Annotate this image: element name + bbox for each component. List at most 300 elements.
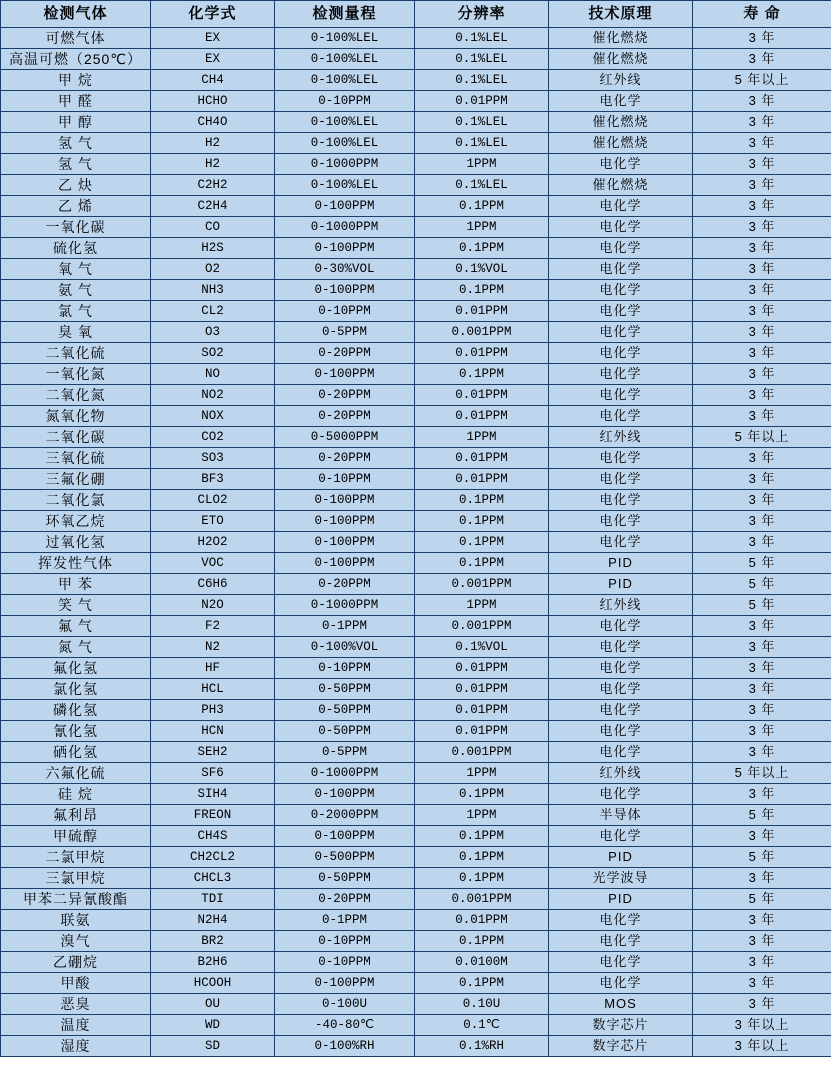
cell-principle: 红外线 xyxy=(549,595,693,616)
cell-life: 5 年 xyxy=(693,805,831,826)
cell-gas: 三氯甲烷 xyxy=(1,868,151,889)
table-row xyxy=(1,469,831,490)
cell-life: 3 年 xyxy=(693,301,831,322)
cell-principle: PID xyxy=(549,553,693,574)
cell-range: 0-100%VOL xyxy=(275,637,415,658)
cell-gas: 磷化氢 xyxy=(1,700,151,721)
cell-range: 0-50PPM xyxy=(275,700,415,721)
cell-resolution: 0.01PPM xyxy=(415,469,549,490)
cell-principle: 电化学 xyxy=(549,931,693,952)
cell-gas: 臭 氧 xyxy=(1,322,151,343)
table-row xyxy=(1,721,831,742)
cell-formula: EX xyxy=(151,28,275,49)
cell-principle: 电化学 xyxy=(549,322,693,343)
table-row xyxy=(1,406,831,427)
table-row xyxy=(1,70,831,91)
cell-formula: CHCL3 xyxy=(151,868,275,889)
column-header-range: 检测量程 xyxy=(275,1,415,28)
cell-range: 0-100PPM xyxy=(275,238,415,259)
cell-resolution: 0.1PPM xyxy=(415,490,549,511)
cell-formula: O2 xyxy=(151,259,275,280)
cell-principle: 电化学 xyxy=(549,616,693,637)
cell-range: 0-100PPM xyxy=(275,490,415,511)
cell-life: 3 年 xyxy=(693,826,831,847)
cell-formula: N2H4 xyxy=(151,910,275,931)
cell-range: 0-1PPM xyxy=(275,616,415,637)
cell-life: 3 年 xyxy=(693,175,831,196)
cell-resolution: 1PPM xyxy=(415,763,549,784)
cell-range: 0-20PPM xyxy=(275,385,415,406)
cell-principle: PID xyxy=(549,847,693,868)
cell-resolution: 0.1%LEL xyxy=(415,70,549,91)
table-row xyxy=(1,994,831,1015)
cell-range: 0-10PPM xyxy=(275,469,415,490)
cell-principle: 电化学 xyxy=(549,532,693,553)
cell-resolution: 0.01PPM xyxy=(415,910,549,931)
cell-formula: CO2 xyxy=(151,427,275,448)
cell-resolution: 1PPM xyxy=(415,805,549,826)
cell-range: 0-50PPM xyxy=(275,721,415,742)
cell-range: 0-1000PPM xyxy=(275,595,415,616)
cell-gas: 氢 气 xyxy=(1,154,151,175)
cell-principle: 催化燃烧 xyxy=(549,133,693,154)
cell-range: 0-100U xyxy=(275,994,415,1015)
cell-gas: 氯 气 xyxy=(1,301,151,322)
cell-resolution: 0.001PPM xyxy=(415,616,549,637)
cell-life: 3 年 xyxy=(693,280,831,301)
cell-formula: C6H6 xyxy=(151,574,275,595)
cell-resolution: 0.1PPM xyxy=(415,868,549,889)
cell-resolution: 0.01PPM xyxy=(415,448,549,469)
cell-formula: BR2 xyxy=(151,931,275,952)
cell-formula: CLO2 xyxy=(151,490,275,511)
cell-gas: 硒化氢 xyxy=(1,742,151,763)
cell-principle: 电化学 xyxy=(549,826,693,847)
cell-principle: 电化学 xyxy=(549,343,693,364)
cell-gas: 二氧化氮 xyxy=(1,385,151,406)
cell-resolution: 0.01PPM xyxy=(415,301,549,322)
cell-formula: OU xyxy=(151,994,275,1015)
cell-principle: 电化学 xyxy=(549,91,693,112)
cell-life: 3 年 xyxy=(693,112,831,133)
cell-principle: 电化学 xyxy=(549,952,693,973)
cell-resolution: 0.1PPM xyxy=(415,280,549,301)
cell-gas: 氢 气 xyxy=(1,133,151,154)
cell-life: 3 年 xyxy=(693,364,831,385)
cell-life: 3 年 xyxy=(693,217,831,238)
table-row xyxy=(1,952,831,973)
cell-formula: VOC xyxy=(151,553,275,574)
cell-range: 0-100%RH xyxy=(275,1036,415,1057)
cell-gas: 氮 气 xyxy=(1,637,151,658)
cell-life: 3 年 xyxy=(693,868,831,889)
table-row xyxy=(1,532,831,553)
cell-range: 0-10PPM xyxy=(275,952,415,973)
cell-range: 0-10PPM xyxy=(275,91,415,112)
table-row xyxy=(1,196,831,217)
cell-formula: SO3 xyxy=(151,448,275,469)
cell-gas: 温度 xyxy=(1,1015,151,1036)
cell-principle: 电化学 xyxy=(549,469,693,490)
cell-formula: CL2 xyxy=(151,301,275,322)
cell-principle: 电化学 xyxy=(549,637,693,658)
cell-resolution: 1PPM xyxy=(415,154,549,175)
table-row xyxy=(1,637,831,658)
table-body xyxy=(1,28,831,1057)
cell-principle: 数字芯片 xyxy=(549,1015,693,1036)
table-row xyxy=(1,826,831,847)
cell-range: 0-100PPM xyxy=(275,553,415,574)
cell-range: 0-20PPM xyxy=(275,574,415,595)
cell-gas: 硅 烷 xyxy=(1,784,151,805)
cell-gas: 甲硫醇 xyxy=(1,826,151,847)
cell-life: 3 年 xyxy=(693,133,831,154)
table-row xyxy=(1,427,831,448)
cell-principle: 半导体 xyxy=(549,805,693,826)
cell-formula: H2 xyxy=(151,154,275,175)
cell-resolution: 1PPM xyxy=(415,217,549,238)
cell-resolution: 0.1PPM xyxy=(415,847,549,868)
cell-gas: 甲苯二异氰酸酯 xyxy=(1,889,151,910)
cell-life: 5 年以上 xyxy=(693,427,831,448)
table-row xyxy=(1,28,831,49)
cell-principle: 电化学 xyxy=(549,742,693,763)
cell-gas: 联氨 xyxy=(1,910,151,931)
cell-formula: HCL xyxy=(151,679,275,700)
table-row xyxy=(1,595,831,616)
cell-gas: 六氟化硫 xyxy=(1,763,151,784)
cell-resolution: 0.01PPM xyxy=(415,385,549,406)
cell-life: 3 年 xyxy=(693,910,831,931)
cell-formula: NH3 xyxy=(151,280,275,301)
cell-resolution: 0.1PPM xyxy=(415,196,549,217)
cell-resolution: 0.1PPM xyxy=(415,553,549,574)
column-header-resolution: 分辨率 xyxy=(415,1,549,28)
cell-range: 0-2000PPM xyxy=(275,805,415,826)
cell-resolution: 0.1%LEL xyxy=(415,49,549,70)
table-row xyxy=(1,217,831,238)
cell-gas: 氯化氢 xyxy=(1,679,151,700)
cell-resolution: 0.1PPM xyxy=(415,511,549,532)
cell-formula: C2H2 xyxy=(151,175,275,196)
cell-resolution: 0.01PPM xyxy=(415,91,549,112)
cell-life: 5 年 xyxy=(693,889,831,910)
table-row xyxy=(1,805,831,826)
cell-life: 5 年以上 xyxy=(693,763,831,784)
cell-formula: H2O2 xyxy=(151,532,275,553)
cell-life: 3 年 xyxy=(693,385,831,406)
table-row xyxy=(1,175,831,196)
cell-formula: HCOOH xyxy=(151,973,275,994)
cell-principle: MOS xyxy=(549,994,693,1015)
table-row xyxy=(1,1036,831,1057)
cell-principle: 电化学 xyxy=(549,490,693,511)
cell-range: 0-1000PPM xyxy=(275,154,415,175)
table-row xyxy=(1,910,831,931)
cell-life: 5 年 xyxy=(693,847,831,868)
cell-range: 0-100PPM xyxy=(275,973,415,994)
table-row xyxy=(1,889,831,910)
table-row xyxy=(1,574,831,595)
cell-life: 3 年 xyxy=(693,784,831,805)
cell-range: 0-5000PPM xyxy=(275,427,415,448)
cell-gas: 氰化氢 xyxy=(1,721,151,742)
cell-formula: F2 xyxy=(151,616,275,637)
cell-formula: SF6 xyxy=(151,763,275,784)
cell-life: 3 年 xyxy=(693,721,831,742)
cell-resolution: 0.1%LEL xyxy=(415,133,549,154)
table-row xyxy=(1,700,831,721)
cell-gas: 乙 炔 xyxy=(1,175,151,196)
cell-gas: 甲 烷 xyxy=(1,70,151,91)
cell-life: 5 年以上 xyxy=(693,70,831,91)
table-row xyxy=(1,658,831,679)
cell-gas: 过氧化氢 xyxy=(1,532,151,553)
cell-principle: 催化燃烧 xyxy=(549,49,693,70)
cell-principle: 电化学 xyxy=(549,238,693,259)
cell-life: 3 年 xyxy=(693,952,831,973)
cell-range: 0-30%VOL xyxy=(275,259,415,280)
cell-principle: 电化学 xyxy=(549,448,693,469)
cell-formula: H2S xyxy=(151,238,275,259)
cell-gas: 二氧化硫 xyxy=(1,343,151,364)
cell-principle: 电化学 xyxy=(549,217,693,238)
table-row xyxy=(1,49,831,70)
cell-range: 0-100PPM xyxy=(275,784,415,805)
cell-resolution: 0.1℃ xyxy=(415,1015,549,1036)
cell-resolution: 0.10U xyxy=(415,994,549,1015)
cell-principle: 电化学 xyxy=(549,658,693,679)
column-header-formula: 化学式 xyxy=(151,1,275,28)
cell-resolution: 0.001PPM xyxy=(415,742,549,763)
cell-resolution: 1PPM xyxy=(415,427,549,448)
cell-formula: CH4 xyxy=(151,70,275,91)
cell-resolution: 0.1%RH xyxy=(415,1036,549,1057)
cell-principle: 电化学 xyxy=(549,406,693,427)
cell-principle: 电化学 xyxy=(549,784,693,805)
cell-life: 3 年以上 xyxy=(693,1036,831,1057)
cell-life: 3 年 xyxy=(693,532,831,553)
cell-resolution: 0.1PPM xyxy=(415,238,549,259)
table-row xyxy=(1,784,831,805)
table-row xyxy=(1,112,831,133)
cell-formula: N2O xyxy=(151,595,275,616)
cell-gas: 三氟化硼 xyxy=(1,469,151,490)
cell-formula: PH3 xyxy=(151,700,275,721)
cell-formula: NOX xyxy=(151,406,275,427)
cell-resolution: 0.1%VOL xyxy=(415,637,549,658)
cell-life: 3 年 xyxy=(693,406,831,427)
cell-life: 3 年 xyxy=(693,637,831,658)
cell-life: 3 年 xyxy=(693,469,831,490)
cell-range: 0-100%LEL xyxy=(275,49,415,70)
cell-range: 0-1000PPM xyxy=(275,763,415,784)
column-header-life: 寿 命 xyxy=(693,1,831,28)
cell-life: 5 年 xyxy=(693,595,831,616)
cell-range: 0-100%LEL xyxy=(275,28,415,49)
cell-life: 3 年 xyxy=(693,511,831,532)
cell-principle: 红外线 xyxy=(549,70,693,91)
cell-gas: 一氧化氮 xyxy=(1,364,151,385)
cell-gas: 硫化氢 xyxy=(1,238,151,259)
cell-formula: SEH2 xyxy=(151,742,275,763)
table-row xyxy=(1,343,831,364)
cell-gas: 甲酸 xyxy=(1,973,151,994)
table-row xyxy=(1,742,831,763)
cell-resolution: 0.001PPM xyxy=(415,889,549,910)
table-row xyxy=(1,679,831,700)
cell-gas: 二氧化氯 xyxy=(1,490,151,511)
cell-resolution: 0.1%VOL xyxy=(415,259,549,280)
cell-principle: 电化学 xyxy=(549,973,693,994)
cell-range: 0-100%LEL xyxy=(275,70,415,91)
cell-resolution: 0.01PPM xyxy=(415,679,549,700)
cell-gas: 可燃气体 xyxy=(1,28,151,49)
table-row xyxy=(1,616,831,637)
cell-formula: CH4S xyxy=(151,826,275,847)
cell-range: 0-10PPM xyxy=(275,931,415,952)
cell-gas: 溴气 xyxy=(1,931,151,952)
cell-range: 0-10PPM xyxy=(275,658,415,679)
cell-range: 0-100PPM xyxy=(275,364,415,385)
table-row xyxy=(1,511,831,532)
cell-formula: CO xyxy=(151,217,275,238)
cell-resolution: 0.01PPM xyxy=(415,658,549,679)
header-row xyxy=(1,1,831,28)
cell-formula: NO xyxy=(151,364,275,385)
cell-formula: HCN xyxy=(151,721,275,742)
cell-gas: 乙硼烷 xyxy=(1,952,151,973)
cell-life: 3 年 xyxy=(693,700,831,721)
cell-life: 5 年 xyxy=(693,574,831,595)
table-header xyxy=(1,1,831,28)
cell-range: 0-5PPM xyxy=(275,322,415,343)
table-row xyxy=(1,154,831,175)
cell-gas: 恶臭 xyxy=(1,994,151,1015)
cell-resolution: 0.1%LEL xyxy=(415,112,549,133)
cell-principle: 电化学 xyxy=(549,679,693,700)
cell-gas: 氟化氢 xyxy=(1,658,151,679)
table-row xyxy=(1,553,831,574)
cell-life: 3 年 xyxy=(693,931,831,952)
cell-gas: 二氧化碳 xyxy=(1,427,151,448)
cell-range: 0-100%LEL xyxy=(275,133,415,154)
cell-principle: 电化学 xyxy=(549,385,693,406)
cell-life: 3 年 xyxy=(693,994,831,1015)
cell-formula: SO2 xyxy=(151,343,275,364)
cell-gas: 氟利昂 xyxy=(1,805,151,826)
cell-formula: O3 xyxy=(151,322,275,343)
cell-gas: 三氧化硫 xyxy=(1,448,151,469)
cell-principle: 光学波导 xyxy=(549,868,693,889)
cell-principle: 电化学 xyxy=(549,259,693,280)
table-row xyxy=(1,322,831,343)
cell-life: 3 年 xyxy=(693,679,831,700)
cell-principle: 数字芯片 xyxy=(549,1036,693,1057)
cell-resolution: 0.0100M xyxy=(415,952,549,973)
table-row xyxy=(1,301,831,322)
cell-resolution: 1PPM xyxy=(415,595,549,616)
cell-gas: 湿度 xyxy=(1,1036,151,1057)
cell-life: 3 年 xyxy=(693,154,831,175)
cell-range: 0-50PPM xyxy=(275,679,415,700)
cell-range: 0-100PPM xyxy=(275,511,415,532)
cell-formula: FREON xyxy=(151,805,275,826)
cell-range: 0-1000PPM xyxy=(275,217,415,238)
cell-life: 3 年 xyxy=(693,259,831,280)
cell-gas: 二氯甲烷 xyxy=(1,847,151,868)
cell-gas: 氧 气 xyxy=(1,259,151,280)
cell-range: 0-1PPM xyxy=(275,910,415,931)
cell-principle: 电化学 xyxy=(549,301,693,322)
cell-gas: 甲 醇 xyxy=(1,112,151,133)
cell-resolution: 0.1%LEL xyxy=(415,28,549,49)
cell-principle: 催化燃烧 xyxy=(549,175,693,196)
cell-principle: 电化学 xyxy=(549,280,693,301)
cell-principle: 电化学 xyxy=(549,154,693,175)
cell-resolution: 0.1PPM xyxy=(415,826,549,847)
cell-gas: 笑 气 xyxy=(1,595,151,616)
table-row xyxy=(1,763,831,784)
cell-range: 0-5PPM xyxy=(275,742,415,763)
cell-range: 0-20PPM xyxy=(275,448,415,469)
cell-life: 3 年 xyxy=(693,49,831,70)
cell-formula: B2H6 xyxy=(151,952,275,973)
cell-life: 3 年 xyxy=(693,616,831,637)
cell-formula: HCHO xyxy=(151,91,275,112)
cell-principle: PID xyxy=(549,574,693,595)
table-row xyxy=(1,1015,831,1036)
table-row xyxy=(1,490,831,511)
cell-formula: H2 xyxy=(151,133,275,154)
cell-principle: 电化学 xyxy=(549,196,693,217)
cell-gas: 氨 气 xyxy=(1,280,151,301)
cell-formula: CH2CL2 xyxy=(151,847,275,868)
cell-principle: 电化学 xyxy=(549,511,693,532)
cell-principle: 催化燃烧 xyxy=(549,112,693,133)
table-row xyxy=(1,847,831,868)
cell-principle: 电化学 xyxy=(549,910,693,931)
cell-gas: 甲 醛 xyxy=(1,91,151,112)
cell-resolution: 0.1PPM xyxy=(415,973,549,994)
table-row xyxy=(1,931,831,952)
table-row xyxy=(1,385,831,406)
cell-principle: PID xyxy=(549,889,693,910)
cell-principle: 电化学 xyxy=(549,721,693,742)
cell-life: 5 年 xyxy=(693,553,831,574)
cell-formula: NO2 xyxy=(151,385,275,406)
cell-resolution: 0.1PPM xyxy=(415,784,549,805)
cell-life: 3 年 xyxy=(693,742,831,763)
cell-resolution: 0.01PPM xyxy=(415,700,549,721)
cell-gas: 氮氧化物 xyxy=(1,406,151,427)
cell-formula: CH4O xyxy=(151,112,275,133)
cell-resolution: 0.01PPM xyxy=(415,721,549,742)
cell-range: 0-50PPM xyxy=(275,868,415,889)
cell-life: 3 年 xyxy=(693,490,831,511)
cell-resolution: 0.01PPM xyxy=(415,343,549,364)
cell-range: 0-100PPM xyxy=(275,196,415,217)
cell-range: -40-80℃ xyxy=(275,1015,415,1036)
cell-life: 3 年 xyxy=(693,322,831,343)
table-row xyxy=(1,448,831,469)
column-header-gas: 检测气体 xyxy=(1,1,151,28)
column-header-principle: 技术原理 xyxy=(549,1,693,28)
cell-range: 0-20PPM xyxy=(275,406,415,427)
cell-range: 0-100PPM xyxy=(275,826,415,847)
cell-range: 0-100PPM xyxy=(275,532,415,553)
cell-formula: C2H4 xyxy=(151,196,275,217)
